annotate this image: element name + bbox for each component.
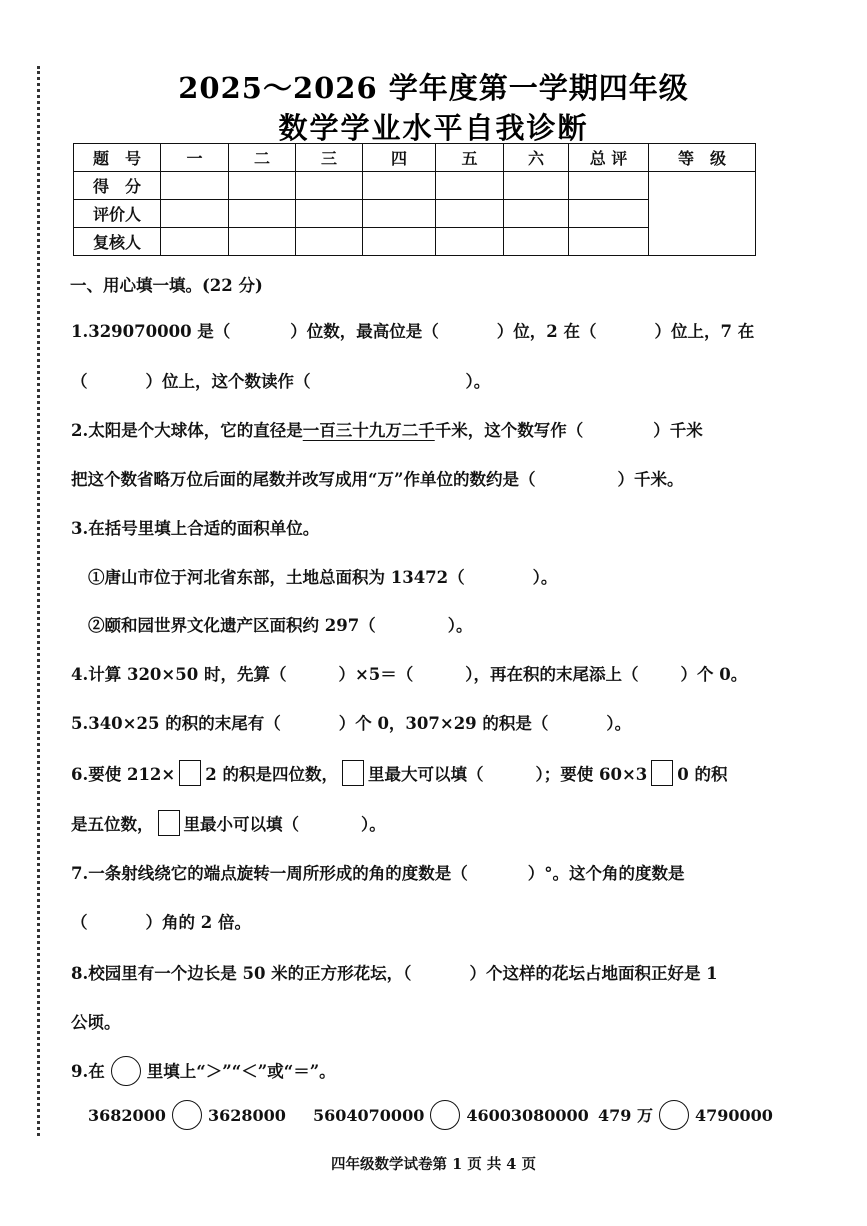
q2-text-b: 千米，这个数写作（ <box>434 421 584 440</box>
q3-item1-end: ）。 <box>532 568 558 587</box>
q1-text-g: ）。 <box>465 372 491 391</box>
score-row <box>74 172 756 200</box>
score-cell <box>296 228 363 256</box>
header-cell-grade: 等 级 <box>649 144 756 172</box>
score-cell <box>229 172 296 200</box>
q6-text-e: 0 的积 <box>677 765 728 784</box>
q9-pair2-left: 5604070000 <box>313 1106 425 1125</box>
score-cell <box>161 200 229 228</box>
header-cell-part6: 六 <box>504 144 569 172</box>
score-cell <box>363 172 436 200</box>
q9-circle-3[interactable] <box>659 1100 689 1130</box>
q5-text-a: 5.340×25 的积的末尾有（ <box>71 714 281 733</box>
q8-text-b: ）个这样的花坛占地面积正好是 1 <box>469 964 718 983</box>
q1-text-c: ）位，2 在（ <box>496 322 597 341</box>
question-2-line2 <box>71 466 683 490</box>
q1-text-e: （ <box>71 372 88 391</box>
q9-text-a: 9.在 <box>71 1062 105 1081</box>
exam-title-line1: 2025～2026 学年度第一学期四年级 <box>178 71 689 105</box>
q1-text-b: ）位数，最高位是（ <box>290 322 439 341</box>
binding-margin-dotted-line <box>37 66 40 1136</box>
section-heading-fill-in: 一、用心填一填。(22 分) <box>70 276 263 295</box>
question-3-item1 <box>88 564 557 588</box>
q4-text-d: ）个 0。 <box>680 665 748 684</box>
header-cell-overall: 总 评 <box>569 144 649 172</box>
q6-text-d: ）；要使 60×3 <box>535 765 648 784</box>
q1-text-a: 1.329070000 是（ <box>71 322 231 341</box>
q6-digit-box-1[interactable] <box>179 760 201 786</box>
score-cell <box>161 172 229 200</box>
question-3-stem: 3.在括号里填上合适的面积单位。 <box>71 519 320 538</box>
question-7-line2 <box>71 909 251 933</box>
q9-comparison-2 <box>313 1100 589 1130</box>
q9-pair1-left: 3682000 <box>88 1106 166 1125</box>
question-6-line1 <box>71 760 727 786</box>
score-cell <box>436 172 504 200</box>
q4-text-b: ）×5＝（ <box>338 665 414 684</box>
q6-box-ref-2 <box>158 810 180 836</box>
q9-text-b: 里填上“＞”“＜”或“＝”。 <box>146 1062 336 1081</box>
q3-item2-end: ）。 <box>447 616 473 635</box>
q6-text-g: 里最小可以填（ <box>183 815 299 834</box>
score-table <box>73 143 756 256</box>
q9-pair2-right: 46003080000 <box>466 1106 589 1125</box>
row-label-evaluator: 评价人 <box>74 200 161 228</box>
score-cell <box>436 200 504 228</box>
q2-text-c: ）千米 <box>653 421 703 440</box>
q1-text-f: ）位上，这个数读作（ <box>145 372 311 391</box>
header-cell-part1: 一 <box>161 144 229 172</box>
score-cell <box>363 200 436 228</box>
question-8-line1 <box>71 960 718 984</box>
q7-text-c: （ <box>71 913 88 932</box>
q4-text-c: ），再在积的末尾添上（ <box>465 665 639 684</box>
question-1-line1 <box>71 318 754 342</box>
question-1-line2 <box>71 368 490 392</box>
score-cell <box>569 228 649 256</box>
score-cell <box>504 200 569 228</box>
score-cell <box>363 228 436 256</box>
q6-text-f: 是五位数， <box>71 815 154 834</box>
question-8-line2: 公顷。 <box>71 1013 121 1032</box>
score-cell <box>569 172 649 200</box>
row-label-score: 得 分 <box>74 172 161 200</box>
score-cell <box>296 172 363 200</box>
q6-text-a: 6.要使 212× <box>71 765 176 784</box>
q9-comparison-1 <box>88 1100 286 1130</box>
question-7-line1 <box>71 860 684 884</box>
q5-text-c: ）。 <box>606 714 632 733</box>
q6-text-c: 里最大可以填（ <box>367 765 484 784</box>
score-cell <box>504 228 569 256</box>
header-cell-part2: 二 <box>229 144 296 172</box>
q7-text-d: ）角的 2 倍。 <box>145 913 251 932</box>
score-table-header-row <box>74 144 756 172</box>
header-cell-part4: 四 <box>363 144 436 172</box>
q1-text-d: ）位上，7 在 <box>654 322 755 341</box>
q9-comparison-3 <box>598 1100 773 1130</box>
q3-item1-text: ①唐山市位于河北省东部，土地总面积为 13472（ <box>88 568 465 587</box>
q2-text-a: 2.太阳是个大球体，它的直径是 <box>71 421 303 440</box>
q4-text-a: 4.计算 320×50 时，先算（ <box>71 665 287 684</box>
row-label-reviewer: 复核人 <box>74 228 161 256</box>
question-2-line1 <box>71 417 703 441</box>
question-9-stem <box>71 1056 336 1086</box>
q2-underlined-number: 一百三十九万二千 <box>302 421 435 440</box>
question-4 <box>71 661 747 685</box>
score-cell <box>569 200 649 228</box>
header-cell-question-number: 题 号 <box>74 144 161 172</box>
q9-circle-2[interactable] <box>430 1100 460 1130</box>
score-cell <box>229 200 296 228</box>
score-cell <box>436 228 504 256</box>
q2-text-d: 把这个数省略万位后面的尾数并改写成用“万”作单位的数约是（ <box>71 470 536 489</box>
q6-text-b: 2 的积是四位数， <box>205 765 338 784</box>
grade-cell <box>649 172 756 256</box>
score-cell <box>229 228 296 256</box>
question-3-item2 <box>88 612 472 636</box>
question-6-line2 <box>71 810 386 836</box>
q6-box-ref-1 <box>342 760 364 786</box>
q9-circle-1[interactable] <box>172 1100 202 1130</box>
header-cell-part3: 三 <box>296 144 363 172</box>
q6-digit-box-2[interactable] <box>651 760 673 786</box>
q9-pair3-right: 4790000 <box>694 1106 773 1125</box>
score-cell <box>161 228 229 256</box>
q9-pair3-left: 479 万 <box>598 1106 653 1125</box>
q9-pair1-right: 3628000 <box>207 1106 286 1125</box>
q8-text-a: 8.校园里有一个边长是 50 米的正方形花坛，（ <box>71 964 412 983</box>
q3-item2-text: ②颐和园世界文化遗产区面积约 297（ <box>88 616 376 635</box>
q7-text-a: 7.一条射线绕它的端点旋转一周所形成的角的度数是（ <box>71 864 468 883</box>
exam-title-line2: 数学学业水平自我诊断 <box>278 111 589 145</box>
q2-text-e: ）千米。 <box>617 470 684 489</box>
q9-circle-example <box>111 1056 141 1086</box>
q6-text-h: ）。 <box>361 815 386 834</box>
score-cell <box>504 172 569 200</box>
q7-text-b: ）°。这个角的度数是 <box>527 864 685 883</box>
score-cell <box>296 200 363 228</box>
page-footer: 四年级数学试卷第 1 页 共 4 页 <box>331 1156 536 1173</box>
q5-text-b: ）个 0，307×29 的积是（ <box>338 714 549 733</box>
header-cell-part5: 五 <box>436 144 504 172</box>
question-5 <box>71 710 631 734</box>
